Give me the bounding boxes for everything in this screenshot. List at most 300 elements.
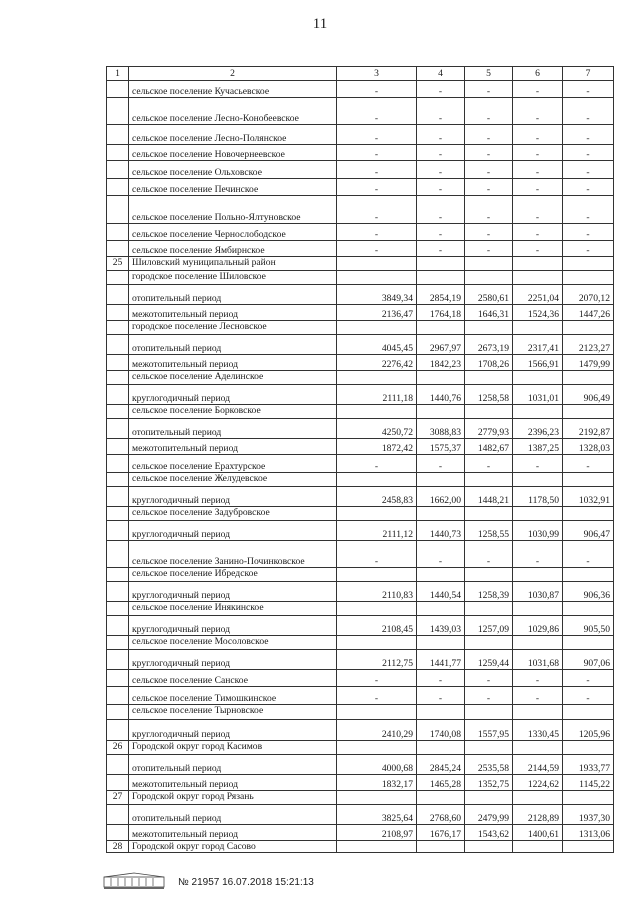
- value-cell: 1178,50: [513, 487, 563, 507]
- value-cell: 2479,99: [465, 805, 513, 825]
- value-cell: [465, 741, 513, 755]
- value-cell: [513, 271, 563, 285]
- value-cell: -: [417, 455, 465, 473]
- value-cell: [513, 705, 563, 720]
- value-cell: -: [563, 224, 614, 241]
- value-cell: -: [337, 670, 417, 687]
- value-cell: -: [337, 687, 417, 705]
- row-number-cell: [107, 98, 129, 125]
- value-cell: -: [513, 98, 563, 125]
- value-cell: -: [417, 81, 465, 98]
- value-cell: 1543,62: [465, 825, 513, 841]
- settlement-name-cell: сельское поселение Ямбирнское: [129, 241, 337, 257]
- table-row: [107, 521, 614, 541]
- row-number-cell: [107, 473, 129, 487]
- value-cell: -: [337, 145, 417, 161]
- value-cell: [563, 371, 614, 385]
- value-cell: [465, 705, 513, 720]
- settlement-name-cell: сельское поселение Ибредское: [129, 568, 337, 582]
- value-cell: -: [563, 670, 614, 687]
- row-number-cell: [107, 179, 129, 196]
- value-cell: 1440,76: [417, 385, 465, 405]
- value-cell: [417, 741, 465, 755]
- value-cell: -: [417, 98, 465, 125]
- value-cell: -: [563, 241, 614, 257]
- value-cell: -: [465, 179, 513, 196]
- value-cell: 3849,34: [337, 285, 417, 305]
- value-cell: [417, 568, 465, 582]
- value-cell: 1440,73: [417, 521, 465, 541]
- value-cell: 1330,45: [513, 720, 563, 741]
- settlement-name-cell: сельское поселение Польно-Ялтуновское: [129, 196, 337, 224]
- value-cell: 1224,62: [513, 775, 563, 791]
- value-cell: -: [563, 541, 614, 568]
- value-cell: 1646,31: [465, 305, 513, 321]
- settlement-name-cell: сельское поселение Мосоловское: [129, 636, 337, 650]
- value-cell: [513, 405, 563, 419]
- table-row: [107, 650, 614, 670]
- settlement-name-cell: сельское поселение Ольховское: [129, 161, 337, 179]
- value-cell: 1937,30: [563, 805, 614, 825]
- value-cell: [563, 507, 614, 521]
- value-cell: -: [337, 224, 417, 241]
- table-row: [107, 405, 614, 419]
- value-cell: -: [465, 670, 513, 687]
- value-cell: 906,36: [563, 582, 614, 602]
- value-cell: 2673,19: [465, 335, 513, 355]
- row-number-cell: 26: [107, 741, 129, 755]
- table-row: [107, 825, 614, 841]
- value-cell: 2123,27: [563, 335, 614, 355]
- table-row: [107, 125, 614, 145]
- value-cell: 906,47: [563, 521, 614, 541]
- row-number-cell: [107, 335, 129, 355]
- value-cell: 2396,23: [513, 419, 563, 439]
- settlement-name-cell: круглогодичный период: [129, 385, 337, 405]
- value-cell: 1145,22: [563, 775, 614, 791]
- settlement-name-cell: сельское поселение Борковское: [129, 405, 337, 419]
- value-cell: -: [465, 196, 513, 224]
- building-stamp-icon: [103, 872, 165, 890]
- value-cell: [563, 841, 614, 853]
- value-cell: [337, 705, 417, 720]
- value-cell: 2112,75: [337, 650, 417, 670]
- value-cell: -: [465, 98, 513, 125]
- value-cell: 2110,83: [337, 582, 417, 602]
- settlement-name-cell: Городской округ город Касимов: [129, 741, 337, 755]
- settlement-name-cell: отопительный период: [129, 805, 337, 825]
- value-cell: 1030,99: [513, 521, 563, 541]
- value-cell: [337, 271, 417, 285]
- value-cell: [337, 507, 417, 521]
- row-number-cell: [107, 305, 129, 321]
- value-cell: 1933,77: [563, 755, 614, 775]
- row-number-cell: [107, 616, 129, 636]
- value-cell: 907,06: [563, 650, 614, 670]
- row-number-cell: [107, 81, 129, 98]
- value-cell: [465, 257, 513, 271]
- value-cell: 1448,21: [465, 487, 513, 507]
- value-cell: [563, 321, 614, 335]
- value-cell: -: [563, 179, 614, 196]
- value-cell: -: [513, 224, 563, 241]
- table-row: [107, 705, 614, 720]
- row-number-cell: [107, 405, 129, 419]
- value-cell: [417, 405, 465, 419]
- header-cell: 4: [417, 67, 465, 81]
- table-row: [107, 455, 614, 473]
- value-cell: 1566,91: [513, 355, 563, 371]
- table-row: [107, 321, 614, 335]
- value-cell: -: [465, 687, 513, 705]
- table-row: [107, 687, 614, 705]
- settlement-name-cell: межотопительный период: [129, 355, 337, 371]
- settlement-name-cell: межотопительный период: [129, 825, 337, 841]
- row-number-cell: [107, 602, 129, 616]
- value-cell: [417, 257, 465, 271]
- value-cell: 4000,68: [337, 755, 417, 775]
- value-cell: 2108,97: [337, 825, 417, 841]
- settlement-name-cell: сельское поселение Желудевское: [129, 473, 337, 487]
- value-cell: 905,50: [563, 616, 614, 636]
- value-cell: -: [513, 125, 563, 145]
- row-number-cell: [107, 755, 129, 775]
- value-cell: -: [563, 81, 614, 98]
- header-cell: 7: [563, 67, 614, 81]
- value-cell: -: [513, 455, 563, 473]
- value-cell: -: [337, 541, 417, 568]
- settlement-name-cell: сельское поселение Чернослободское: [129, 224, 337, 241]
- value-cell: [417, 507, 465, 521]
- value-cell: [513, 257, 563, 271]
- table-row: [107, 161, 614, 179]
- settlement-name-cell: Городской округ город Рязань: [129, 791, 337, 805]
- value-cell: -: [465, 241, 513, 257]
- table-row: [107, 385, 614, 405]
- value-cell: [417, 636, 465, 650]
- table-row: [107, 507, 614, 521]
- value-cell: [465, 507, 513, 521]
- value-cell: -: [563, 125, 614, 145]
- value-cell: -: [417, 179, 465, 196]
- settlement-name-cell: сельское поселение Тырновское: [129, 705, 337, 720]
- value-cell: 1387,25: [513, 439, 563, 455]
- value-cell: 1557,95: [465, 720, 513, 741]
- value-cell: -: [513, 670, 563, 687]
- value-cell: -: [465, 145, 513, 161]
- value-cell: 2967,97: [417, 335, 465, 355]
- settlement-name-cell: сельское поселение Лесно-Конобеевское: [129, 98, 337, 125]
- value-cell: [513, 602, 563, 616]
- value-cell: 906,49: [563, 385, 614, 405]
- table-row: [107, 791, 614, 805]
- settlement-name-cell: круглогодичный период: [129, 720, 337, 741]
- value-cell: 2136,47: [337, 305, 417, 321]
- value-cell: [513, 841, 563, 853]
- value-cell: 1479,99: [563, 355, 614, 371]
- value-cell: -: [465, 541, 513, 568]
- row-number-cell: [107, 582, 129, 602]
- row-number-cell: [107, 720, 129, 741]
- value-cell: [417, 473, 465, 487]
- value-cell: 2192,87: [563, 419, 614, 439]
- row-number-cell: 27: [107, 791, 129, 805]
- value-cell: [563, 405, 614, 419]
- value-cell: 1205,96: [563, 720, 614, 741]
- value-cell: -: [465, 455, 513, 473]
- table-header-row: [107, 67, 614, 81]
- table-row: [107, 257, 614, 271]
- value-cell: 2779,93: [465, 419, 513, 439]
- value-cell: [563, 271, 614, 285]
- value-cell: -: [563, 98, 614, 125]
- table-row: [107, 741, 614, 755]
- table-row: [107, 670, 614, 687]
- row-number-cell: [107, 825, 129, 841]
- settlement-name-cell: сельское поселение Аделинское: [129, 371, 337, 385]
- table-row: [107, 196, 614, 224]
- settlement-name-cell: сельское поселение Новочернеевское: [129, 145, 337, 161]
- row-number-cell: [107, 224, 129, 241]
- value-cell: -: [563, 455, 614, 473]
- value-cell: 1328,03: [563, 439, 614, 455]
- settlement-name-cell: городское поселение Шиловское: [129, 271, 337, 285]
- table-row: [107, 841, 614, 853]
- value-cell: 2410,29: [337, 720, 417, 741]
- value-cell: 2854,19: [417, 285, 465, 305]
- row-number-cell: [107, 385, 129, 405]
- value-cell: 2580,61: [465, 285, 513, 305]
- value-cell: -: [513, 161, 563, 179]
- value-cell: 1764,18: [417, 305, 465, 321]
- row-number-cell: [107, 568, 129, 582]
- table-row: [107, 602, 614, 616]
- value-cell: [337, 841, 417, 853]
- row-number-cell: [107, 145, 129, 161]
- table-row: [107, 224, 614, 241]
- value-cell: [563, 791, 614, 805]
- value-cell: [563, 636, 614, 650]
- value-cell: 4045,45: [337, 335, 417, 355]
- table-row: [107, 355, 614, 371]
- value-cell: 1440,54: [417, 582, 465, 602]
- row-number-cell: 25: [107, 257, 129, 271]
- settlement-name-cell: круглогодичный период: [129, 650, 337, 670]
- settlement-name-cell: сельское поселение Тимошкинское: [129, 687, 337, 705]
- value-cell: [417, 841, 465, 853]
- settlement-name-cell: сельское поселение Занино-Починковское: [129, 541, 337, 568]
- value-cell: 1439,03: [417, 616, 465, 636]
- value-cell: -: [513, 241, 563, 257]
- table-row: [107, 285, 614, 305]
- value-cell: [465, 568, 513, 582]
- row-number-cell: [107, 241, 129, 257]
- value-cell: [465, 791, 513, 805]
- value-cell: -: [513, 145, 563, 161]
- table-row: [107, 419, 614, 439]
- table-row: [107, 271, 614, 285]
- row-number-cell: [107, 636, 129, 650]
- table-row: [107, 371, 614, 385]
- value-cell: 2128,89: [513, 805, 563, 825]
- settlement-name-cell: круглогодичный период: [129, 582, 337, 602]
- value-cell: [337, 321, 417, 335]
- row-number-cell: [107, 355, 129, 371]
- value-cell: 1031,68: [513, 650, 563, 670]
- value-cell: [465, 841, 513, 853]
- settlement-name-cell: городское поселение Лесновское: [129, 321, 337, 335]
- table-row: [107, 568, 614, 582]
- value-cell: [465, 602, 513, 616]
- settlement-name-cell: сельское поселение Задубровское: [129, 507, 337, 521]
- value-cell: 2251,04: [513, 285, 563, 305]
- row-number-cell: [107, 125, 129, 145]
- value-cell: [417, 321, 465, 335]
- value-cell: 1029,86: [513, 616, 563, 636]
- row-number-cell: [107, 705, 129, 720]
- row-number-cell: [107, 439, 129, 455]
- value-cell: [337, 791, 417, 805]
- row-number-cell: [107, 487, 129, 507]
- row-number-cell: [107, 650, 129, 670]
- value-cell: 1832,17: [337, 775, 417, 791]
- value-cell: 1524,36: [513, 305, 563, 321]
- row-number-cell: [107, 455, 129, 473]
- value-cell: [513, 321, 563, 335]
- settlement-name-cell: межотопительный период: [129, 775, 337, 791]
- value-cell: 1257,09: [465, 616, 513, 636]
- value-cell: 1032,91: [563, 487, 614, 507]
- value-cell: -: [563, 145, 614, 161]
- value-cell: 2111,12: [337, 521, 417, 541]
- value-cell: [513, 568, 563, 582]
- value-cell: -: [337, 81, 417, 98]
- value-cell: -: [417, 241, 465, 257]
- value-cell: 2070,12: [563, 285, 614, 305]
- settlement-name-cell: межотопительный период: [129, 305, 337, 321]
- value-cell: -: [465, 81, 513, 98]
- value-cell: 1258,58: [465, 385, 513, 405]
- settlement-name-cell: круглогодичный период: [129, 487, 337, 507]
- header-cell: 5: [465, 67, 513, 81]
- settlement-name-cell: сельское поселение Инякинское: [129, 602, 337, 616]
- value-cell: [513, 741, 563, 755]
- value-cell: [513, 791, 563, 805]
- value-cell: 2111,18: [337, 385, 417, 405]
- table-row: [107, 473, 614, 487]
- table-row: [107, 305, 614, 321]
- value-cell: [465, 271, 513, 285]
- value-cell: 2317,41: [513, 335, 563, 355]
- settlement-name-cell: отопительный период: [129, 419, 337, 439]
- table-row: [107, 81, 614, 98]
- page-number: 11: [312, 16, 328, 32]
- value-cell: -: [417, 196, 465, 224]
- value-cell: 2144,59: [513, 755, 563, 775]
- table-row: [107, 616, 614, 636]
- value-cell: -: [337, 455, 417, 473]
- value-cell: [337, 602, 417, 616]
- row-number-cell: [107, 507, 129, 521]
- row-number-cell: [107, 161, 129, 179]
- table-row: [107, 98, 614, 125]
- value-cell: [513, 473, 563, 487]
- value-cell: -: [417, 541, 465, 568]
- row-number-cell: [107, 541, 129, 568]
- settlement-name-cell: отопительный период: [129, 285, 337, 305]
- value-cell: 1441,77: [417, 650, 465, 670]
- value-cell: -: [417, 670, 465, 687]
- table-row: [107, 179, 614, 196]
- table-row: [107, 720, 614, 741]
- settlement-name-cell: межотопительный период: [129, 439, 337, 455]
- value-cell: 1465,28: [417, 775, 465, 791]
- value-cell: 1575,37: [417, 439, 465, 455]
- value-cell: -: [563, 687, 614, 705]
- value-cell: 1676,17: [417, 825, 465, 841]
- value-cell: [465, 636, 513, 650]
- value-cell: [417, 602, 465, 616]
- value-cell: 2845,24: [417, 755, 465, 775]
- value-cell: -: [513, 541, 563, 568]
- value-cell: [337, 473, 417, 487]
- value-cell: 1352,75: [465, 775, 513, 791]
- value-cell: 1842,23: [417, 355, 465, 371]
- value-cell: 1031,01: [513, 385, 563, 405]
- row-number-cell: [107, 521, 129, 541]
- value-cell: -: [417, 224, 465, 241]
- value-cell: -: [513, 687, 563, 705]
- value-cell: -: [337, 161, 417, 179]
- table-row: [107, 775, 614, 791]
- value-cell: 2535,58: [465, 755, 513, 775]
- value-cell: 3825,64: [337, 805, 417, 825]
- row-number-cell: [107, 285, 129, 305]
- table-row: [107, 805, 614, 825]
- value-cell: 2768,60: [417, 805, 465, 825]
- value-cell: [563, 257, 614, 271]
- value-cell: 1482,67: [465, 439, 513, 455]
- row-number-cell: [107, 419, 129, 439]
- value-cell: 1258,55: [465, 521, 513, 541]
- value-cell: -: [465, 224, 513, 241]
- table-row: [107, 582, 614, 602]
- value-cell: [337, 371, 417, 385]
- value-cell: 1400,61: [513, 825, 563, 841]
- value-cell: 1313,06: [563, 825, 614, 841]
- row-number-cell: [107, 271, 129, 285]
- value-cell: -: [417, 145, 465, 161]
- value-cell: -: [337, 241, 417, 257]
- value-cell: [563, 705, 614, 720]
- value-cell: [417, 271, 465, 285]
- value-cell: [465, 473, 513, 487]
- value-cell: [417, 705, 465, 720]
- row-number-cell: [107, 775, 129, 791]
- table-row: [107, 241, 614, 257]
- settlement-name-cell: круглогодичный период: [129, 616, 337, 636]
- value-cell: [465, 405, 513, 419]
- settlement-name-cell: сельское поселение Ерахтурское: [129, 455, 337, 473]
- value-cell: -: [417, 161, 465, 179]
- value-cell: [563, 602, 614, 616]
- row-number-cell: [107, 196, 129, 224]
- value-cell: -: [337, 179, 417, 196]
- document-signature-stamp: № 21957 16.07.2018 15:21:13: [178, 877, 314, 888]
- settlement-name-cell: круглогодичный период: [129, 521, 337, 541]
- value-cell: [337, 405, 417, 419]
- value-cell: -: [417, 687, 465, 705]
